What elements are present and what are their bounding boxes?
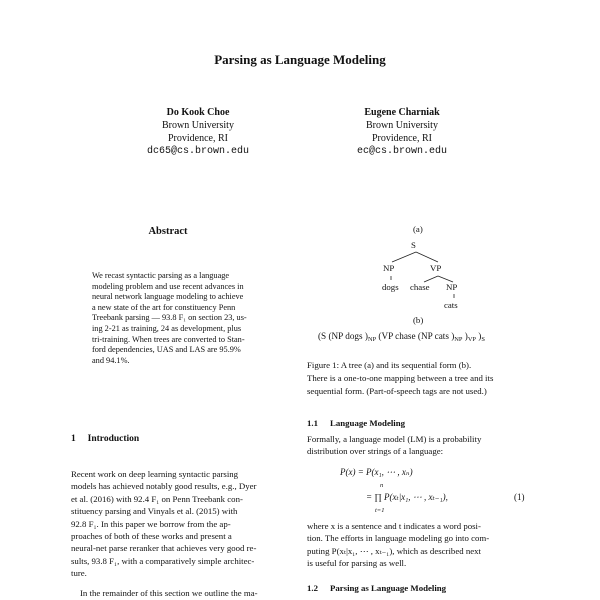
tree-node-s: S <box>411 240 416 250</box>
abstract-line: and 94.1%. <box>92 355 130 365</box>
author-name: Eugene Charniak <box>364 107 440 118</box>
intro-line: ture. <box>71 568 87 579</box>
seq-sub: VP <box>467 336 476 343</box>
caption-line: sequential form. (Part-of-speech tags are not used.) <box>307 386 487 396</box>
subsection-heading-1-2 <box>307 583 446 593</box>
abstract-heading: Abstract <box>148 226 188 237</box>
seq-sub: S <box>481 336 485 343</box>
parse-tree <box>370 238 480 308</box>
author-block-2 <box>312 106 492 158</box>
seq-sub: NP <box>454 336 463 343</box>
paper-title: Parsing as Language Modeling <box>214 52 386 67</box>
section-number: 1 <box>71 434 76 444</box>
figure-label-a: (a) <box>413 224 423 234</box>
subsection-number: 1.2 <box>307 583 318 593</box>
lm-intro <box>307 433 537 458</box>
abstract-line: We recast syntactic parsing as a language <box>92 271 230 280</box>
intro-line: In the remainder of this section we outline the ma- <box>80 587 258 598</box>
figure-caption <box>307 359 537 398</box>
seq-part: ) <box>462 331 468 341</box>
tree-node-np: NP <box>383 263 395 273</box>
seq-sub: NP <box>367 336 377 343</box>
lm-line: tion. The efforts in language modeling go into com- <box>307 533 490 544</box>
intro-line: sults, 93.8 F₁, with a comparatively simple architec- <box>71 555 255 566</box>
author-email: dc65@cs.brown.edu <box>146 146 250 157</box>
tree-leaf-cats: cats <box>444 300 458 310</box>
equation-upper-limit: n <box>380 482 384 489</box>
tree-leaf-dogs: dogs <box>382 282 399 292</box>
author-name: Do Kook Choe <box>166 107 230 118</box>
lm-line: puting P(xₜ|x₁, ⋯ , xₜ₋₁), which as described next <box>307 545 481 556</box>
lm-after <box>307 520 539 570</box>
equation-line-1: P(x) = P(x₁, ⋯ , xₙ) <box>340 467 413 477</box>
tree-node-vp: VP <box>430 263 442 273</box>
seq-part: (VP chase (NP cats ) <box>376 331 455 341</box>
abstract-line: neural network language modeling to achieve <box>92 292 244 302</box>
intro-line: stituency parsing and Vinyals et al. (2015) with <box>71 506 238 517</box>
subsection-heading-1-1 <box>307 418 405 428</box>
lm-line: distribution over strings of a language: <box>307 446 444 457</box>
equation-number: (1) <box>514 492 525 502</box>
figure-label-b: (b) <box>413 315 424 325</box>
tree-edge <box>416 252 438 262</box>
tree-edge <box>392 252 416 262</box>
subsection-title: Parsing as Language Modeling <box>330 583 447 593</box>
intro-body <box>71 468 301 599</box>
author-location: Providence, RI <box>168 133 228 144</box>
author-affiliation: Brown University <box>162 120 234 131</box>
lm-line: is useful for parsing as well. <box>307 558 407 569</box>
abstract-line: ford dependencies, UAS and LAS are 95.9% <box>92 345 241 355</box>
intro-heading <box>71 434 139 444</box>
author-block-1 <box>108 106 288 158</box>
author-location: Providence, RI <box>372 133 432 144</box>
abstract-line: modeling problem and use recent advances in <box>92 281 244 291</box>
section-title: Introduction <box>87 434 140 444</box>
equation-line-2: = ∏ P(xₜ|x₁, ⋯ , xₜ₋₁), <box>366 492 448 502</box>
intro-line: models has achieved notably good results, e.g., Dyer <box>71 481 257 492</box>
equation-lower-limit: t=1 <box>375 507 385 514</box>
subsection-number: 1.1 <box>307 418 318 428</box>
seq-part: (S (NP dogs ) <box>318 331 368 341</box>
abstract-line: ing 2-21 as training, 24 as development, plus <box>92 323 242 333</box>
lm-line: where x is a sentence and t indicates a word posi- <box>307 521 481 531</box>
caption-line: There is a one-to-one mapping between a tree and its <box>307 373 494 383</box>
intro-line: neural-net parse reranker that achieves very good re- <box>71 543 257 554</box>
author-email: ec@cs.brown.edu <box>356 146 447 157</box>
tree-leaf-chase: chase <box>410 282 430 292</box>
intro-line: Recent work on deep learning syntactic parsing <box>71 469 239 479</box>
abstract-body <box>92 271 282 366</box>
sequence-form <box>318 331 485 343</box>
intro-line: proaches of both of these works and present a <box>71 531 232 542</box>
author-affiliation: Brown University <box>366 120 438 131</box>
caption-line: Figure 1: A tree (a) and its sequential form (b). <box>307 360 472 370</box>
tree-node-np2: NP <box>446 282 458 292</box>
seq-part: ) <box>475 331 482 341</box>
subsection-title: Language Modeling <box>330 418 406 428</box>
abstract-line: tri-training. When trees are converted to Stan- <box>92 334 245 344</box>
intro-line: 92.8 F₁. In this paper we borrow from the ap- <box>71 518 231 529</box>
abstract-line: a new state of the art for constituency Penn <box>92 302 236 312</box>
intro-line: et al. (2016) with 92.4 F₁ on Penn Treebank con- <box>71 493 243 504</box>
abstract-line: Treebank parsing — 93.8 F₁ on section 23, us- <box>92 313 247 323</box>
lm-line: Formally, a language model (LM) is a probability <box>307 434 482 444</box>
